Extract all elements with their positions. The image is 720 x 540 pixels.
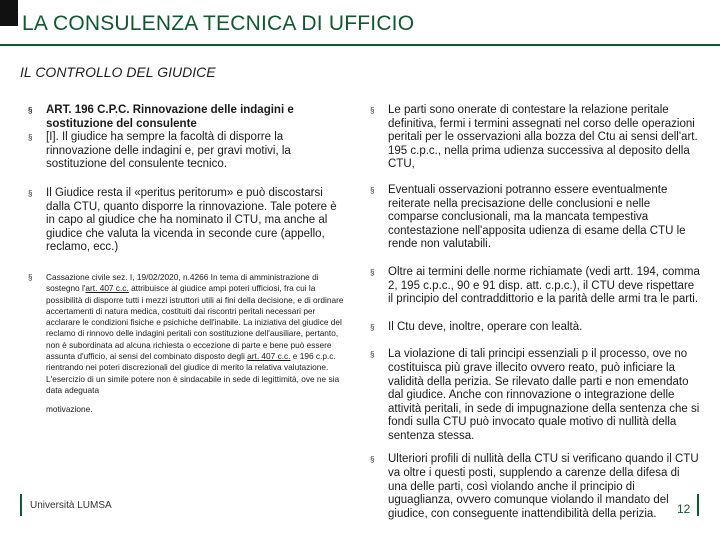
bullet-icon: § [28,133,33,143]
case-law-link-1[interactable]: art. 407 c.c. [85,283,129,294]
left-column [26,104,344,416]
left-item-1-text: [I]. Il giudice ha sempre la facoltà di disporre la rinnovazione delle indagini e, per gravi motivi, la sostituzione del consulente tecnico. [46,131,291,171]
right-item-5-text: La violazione di tali principi essenziali p il processo, ove no costituisca più grave illecito ovvero reato, può inficiare la validità della perizia. Se rilevato dalle parti e non emendato dal giudice. Anche con rinnovazione o integrazione delle attività peritali, in sede di impugnazione della sentenza che si fondi sulla CTU può invocato quale motivo di nullità della sentenza stessa. [388,348,700,442]
right-item-1-text: Le parti sono onerate di contestare la relazione peritale definitiva, fermi i termini assegnati nel corso delle operazioni peritali per le osservazioni alla bozza del Ctu ai sensi dell'art. 195 c.p.c., nella prima udienza successiva al deposito della CTU, [388,104,698,171]
corner-block [0,0,18,26]
right-item-2-text: Eventuali osservazioni potranno essere eventualmente reiterate nella precisazione delle conclusioni e nelle comparse conclusionali, ma la mancata tempestiva contestazione nell'apposita udienza di esame della CTU le rende non valutabili. [388,183,686,251]
slide-title: LA CONSULENZA TECNICA DI UFFICIO [22,12,415,35]
right-item-3 [368,266,700,307]
bullet-icon: § [370,185,375,195]
bullet-icon: § [370,106,375,115]
bullet-icon: § [28,188,33,198]
bullet-icon: § [370,455,375,465]
bullet-icon: § [370,322,375,332]
case-law-item [26,272,344,416]
page-number: 12 [677,502,691,516]
right-item-6 [368,453,700,521]
bullet-icon: § [28,106,33,115]
footer-accent-bar [20,494,22,516]
art-heading-item [26,104,344,131]
case-law-end: motivazione. [46,404,93,415]
case-law-text-2: attribuisce al giudice ampi poteri ufficiosi, fra cui la possibilità di disporre tutti i mezzi istruttori utili ai fini della decisione, e di ordinare accertamenti di natura medica, costituiti dai riscontri peritali necessari per acclarare le condizioni fisiche e psichiche dell'inabile. La iniziativa del giudice del reclamo di rinnovo delle indagini peritali con sostituzione dell'ausiliare, pertanto, non è subordinata ad alcuna richiesta o eccezione di parte e bene può essere assunta d'ufficio, ai sensi del combinato disposto degli [46,283,344,362]
case-law-text-3: e 196 c.p.c. rientrando nei poteri discrezionali del giudice di merito la relativa valutazione. L'esercizio di un simile potere non è sindacabile in sede di legittimità, ove ne sia data adeguata [46,351,340,395]
bullet-icon: § [28,272,33,282]
page-accent-bar [697,494,699,516]
bullet-icon: § [370,267,375,277]
case-law-link-2[interactable]: art. 407 c.c. [247,351,291,362]
left-item-2-text: Il Giudice resta il «peritus peritorum» e può discostarsi dalla CTU, quanto disporre la rinnovazione. Tale potere è in capo al giudice che ha nominato il CTU, ma anche al giudice che valuta la vicenda in seconde cure (appello, reclamo, ecc.) [46,186,337,254]
right-item-2 [368,184,700,252]
right-column [368,104,700,521]
right-item-6-text: Ulteriori profili di nullità della CTU si verificano quando il CTU va oltre i questi posti, supplendo a carenze della difesa di una delle parti, così violando anche il principio di uguaglianza, ovvero comunque violando il mandato del giudice, con conseguente inattendibilità della perizia. [388,453,699,520]
art-heading-text: ART. 196 C.P.C. Rinnovazione delle indagini e sostituzione del consulente [46,104,294,130]
right-item-3-text: Oltre ai termini delle norme richiamate (vedi artt. 194, comma 2, 195 c.p.c., 90 e 91 disp. att. c.p.c.), il CTU deve rispettare il principio del contraddittorio e la parità delle armi tra le parti. [388,265,700,306]
right-item-1 [368,104,700,172]
title-divider [0,44,720,46]
left-item-1 [26,131,344,172]
right-item-4-text: Il Ctu deve, inoltre, operare con lealtà. [388,320,583,333]
right-item-5 [368,348,700,443]
bullet-icon: § [370,350,375,360]
footer-university: Università LUMSA [30,500,112,511]
slide-subtitle: IL CONTROLLO DEL GIUDICE [20,64,216,80]
case-law-text-1: Cassazione civile sez. I, 19/02/2020, n.4266 In tema di amministrazione di sostegno l' [46,271,319,294]
right-item-4 [368,321,700,335]
left-item-2 [26,187,344,255]
